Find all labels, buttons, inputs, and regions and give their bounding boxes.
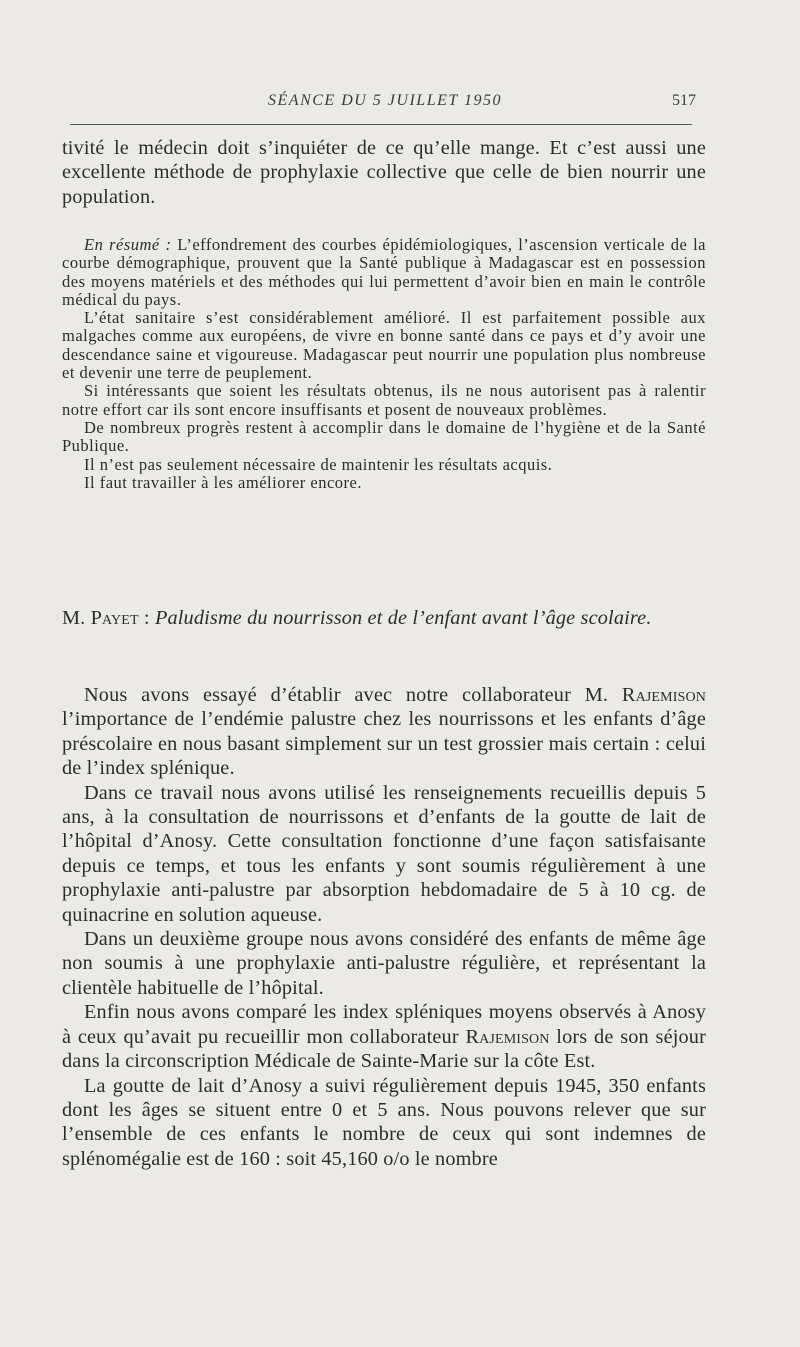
summary-paragraph-2: L’état sanitaire s’est considérablement amélioré. Il est parfaitement possible aux malgaches comme aux européens, de vivre en bonne santé dans ce pays et d’y avoir une descendance saine et vigoureuse. Madagascar peut nourrir une population plus nombreuse et devenir une terre de peuplement. <box>62 308 706 383</box>
article-body <box>62 683 706 1171</box>
summary-paragraph-1 <box>62 236 706 309</box>
body-paragraph-4 <box>62 1000 706 1073</box>
summary-paragraph-6: Il faut travailler à les améliorer encore. <box>84 472 362 492</box>
running-title: SÉANCE DU 5 JUILLET 1950 <box>268 92 502 109</box>
page-number: 517 <box>672 92 696 109</box>
body-p1-part-b: l’importance de l’endémie palustre chez les nourrissons et les enfants d’âge préscolaire en nous basant simplement sur un test grossier mais certain : celui de l’index splénique. <box>62 708 706 780</box>
article-title: Paludisme du nourrisson et de l’enfant avant l’âge scolaire. <box>154 607 652 629</box>
article-heading-line <box>62 606 706 631</box>
summary-lead: En résumé : <box>84 235 172 254</box>
body-p4-part-b: lors de son séjour dans la circonscription Médicale de Sainte-Marie sur la côte Est. <box>62 1025 706 1073</box>
body-p4-part-a: Enfin nous avons comparé les index spléniques moyens observés à Anosy à ceux qu’avait pu recueillir mon collaborateur <box>62 1001 706 1048</box>
summary-p1-text: L’effondrement des courbes épidémiologiques, l’ascension verticale de la courbe démographique, prouvent que la Santé publique à Madagascar est en possession des moyens matériels et des méthodes qui lui permettent d’avoir bien en main le contrôle médical du pays. <box>62 235 706 309</box>
author-name: Payet <box>90 607 139 629</box>
body-paragraph-2: Dans ce travail nous avons utilisé les renseignements recueillis depuis 5 ans, à la consultation de nourrissons et d’enfants de la goutte de lait de l’hôpital d’Anosy. Cette consultation fonctionne d’une façon satisfaisante depuis ce temps, et tous les enfants y sont soumis régulièrement à une prophylaxie anti-palustre par absorption hebdomadaire de 5 à 10 cg. de quinacrine en solution aqueuse. <box>62 781 706 926</box>
body-paragraph-1 <box>62 683 706 781</box>
body-paragraph-3: Dans un deuxième groupe nous avons considéré des enfants de même âge non soumis à une prophylaxie anti-palustre régulière, et représentant la clientèle habituelle de l’hôpital. <box>62 928 706 999</box>
summary-paragraph-5: Il n’est pas seulement nécessaire de maintenir les résultats acquis. <box>84 454 553 474</box>
article-heading <box>62 606 706 631</box>
collaborator-name: Rajemison <box>621 684 706 706</box>
summary-paragraph-3: Si intéressants que soient les résultats obtenus, ils ne nous autorisent pas à ralentir notre effort car ils sont encore insuffisants et posent de nouveaux problèmes. <box>62 381 706 419</box>
intro-paragraph <box>62 136 706 209</box>
summary-paragraph-4: De nombreux progrès restent à accomplir dans le domaine de l’hygiène et de la Santé Publique. <box>62 417 706 456</box>
body-paragraph-5: La goutte de lait d’Anosy a suivi régulièrement depuis 1945, 350 enfants dont les âges se situent entre 0 et 5 ans. Nous pouvons relever que sur l’ensemble de ces enfants le nombre de ceux qui sont indemnes de splénomégalie est de 160 : soit 45,160 o/o le nombre <box>62 1074 706 1170</box>
header-rule <box>70 124 692 125</box>
body-p1-part-a: Nous avons essayé d’établir avec notre collaborateur M. <box>84 684 622 706</box>
intro-text: tivité le médecin doit s’inquiéter de ce qu’elle mange. Et c’est aussi une excellente méthode de prophylaxie collective que celle de bien nourrir une population. <box>62 137 706 208</box>
heading-separator: : <box>138 607 155 629</box>
author-prefix: M. <box>62 607 91 629</box>
running-head <box>62 90 708 116</box>
summary-section <box>62 236 706 492</box>
collaborator-name-2: Rajemison <box>465 1025 550 1048</box>
